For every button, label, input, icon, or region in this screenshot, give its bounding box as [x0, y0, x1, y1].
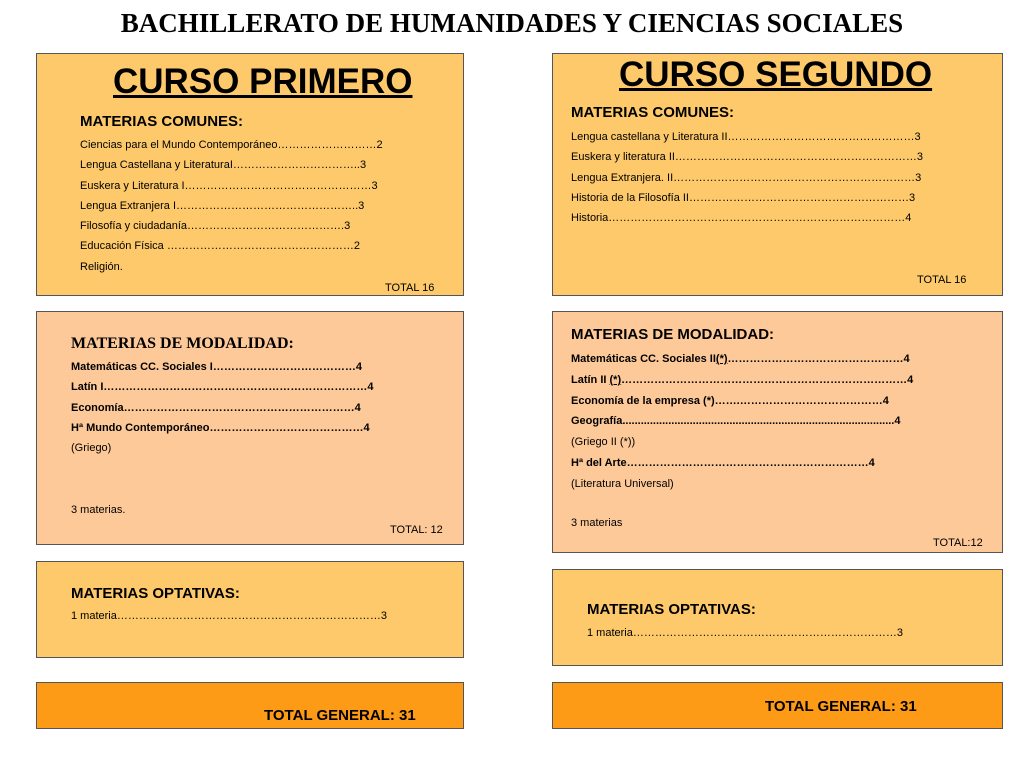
segundo-modalidad-list [571, 349, 913, 495]
list-item: Matemáticas CC. Sociales II(*)…………………………………………4 [571, 353, 910, 365]
primero-optativas-heading: MATERIAS OPTATIVAS: [71, 585, 240, 602]
list-item: Lengua castellana y Literatura II……………………………………………3 [571, 131, 921, 143]
list-item: Matemáticas CC. Sociales I…………………………………4 [71, 361, 362, 373]
list-item: (Griego) [71, 442, 112, 455]
primero-optativas-box [36, 561, 464, 658]
segundo-total-general-box [552, 682, 1003, 729]
primero-modalidad-total: TOTAL: 12 [390, 524, 443, 536]
list-item: Lengua Extranjera I…………………………………………..3 [80, 199, 365, 212]
segundo-modalidad-note: 3 materias [571, 517, 623, 529]
list-item: Lengua Castellana y LiteraturaI……………………………..3 [80, 159, 367, 172]
list-item: Hª Mundo Contemporáneo……………………………………4 [71, 421, 370, 434]
list-item: Latín I………………………………………………………………4 [71, 381, 374, 394]
primero-comunes-box [36, 53, 464, 296]
primero-comunes-heading: MATERIAS COMUNES: [80, 113, 244, 130]
segundo-comunes-list [571, 127, 923, 228]
list-item: Geografía.........................................................................................4 [571, 415, 901, 428]
primero-total-general: TOTAL GENERAL: 31 [264, 707, 416, 724]
segundo-course-title: CURSO SEGUNDO [619, 55, 933, 94]
list-item: Ciencias para el Mundo Contemporáneo………………………2 [80, 139, 383, 151]
segundo-modalidad-heading: MATERIAS DE MODALIDAD: [571, 326, 775, 343]
primero-total-general-box [36, 682, 464, 729]
list-item: Educación Física ……………………………………………2 [80, 240, 360, 253]
list-item: Historia de la Filosofía II……………………………………………………3 [571, 191, 916, 204]
list-item: Economía………………………………………………………4 [71, 401, 361, 414]
list-item: (Griego II (*)) [571, 436, 636, 449]
list-item: Hª del Arte…………………………………………………………4 [571, 456, 875, 469]
list-item: Latín II (*)……………………………………………………………………4 [571, 373, 914, 386]
segundo-comunes-heading: MATERIAS COMUNES: [571, 104, 735, 121]
primero-course-title: CURSO PRIMERO [113, 62, 413, 101]
primero-modalidad-list [71, 357, 374, 458]
primero-comunes-total: TOTAL 16 [385, 282, 435, 294]
primero-modalidad-box [36, 311, 464, 545]
segundo-total-general: TOTAL GENERAL: 31 [765, 698, 917, 715]
primero-comunes-list [80, 135, 383, 277]
segundo-optativas-item: 1 materia………………………………………………………………3 [587, 627, 903, 639]
page-title: BACHILLERATO DE HUMANIDADES Y CIENCIAS SOCIALES [120, 8, 904, 38]
list-item: Religión. [80, 260, 123, 273]
segundo-optativas-heading: MATERIAS OPTATIVAS: [587, 601, 756, 618]
primero-modalidad-note: 3 materias. [71, 504, 126, 516]
list-item: Economía de la empresa (*)…….…………………………………4 [571, 394, 889, 407]
segundo-modalidad-box [552, 311, 1003, 553]
primero-optativas-item: 1 materia………………………………………………………………3 [71, 610, 387, 622]
list-item: (Literatura Universal) [571, 477, 674, 490]
list-item: Lengua Extranjera. II…………………………………………………………3 [571, 171, 922, 184]
list-item: Euskera y Literatura I……………………………………………3 [80, 179, 378, 192]
list-item: Historia………………………………………………………………………4 [571, 212, 912, 225]
list-item: Euskera y literatura II…………………………………………………………3 [571, 151, 924, 164]
segundo-comunes-box [552, 53, 1003, 296]
primero-modalidad-heading: MATERIAS DE MODALIDAD: [71, 335, 294, 352]
segundo-optativas-box [552, 569, 1003, 666]
segundo-modalidad-total: TOTAL:12 [933, 537, 983, 549]
list-item: Filosofía y ciudadanía…………………………………….3 [80, 220, 351, 233]
segundo-comunes-total: TOTAL 16 [917, 274, 967, 286]
